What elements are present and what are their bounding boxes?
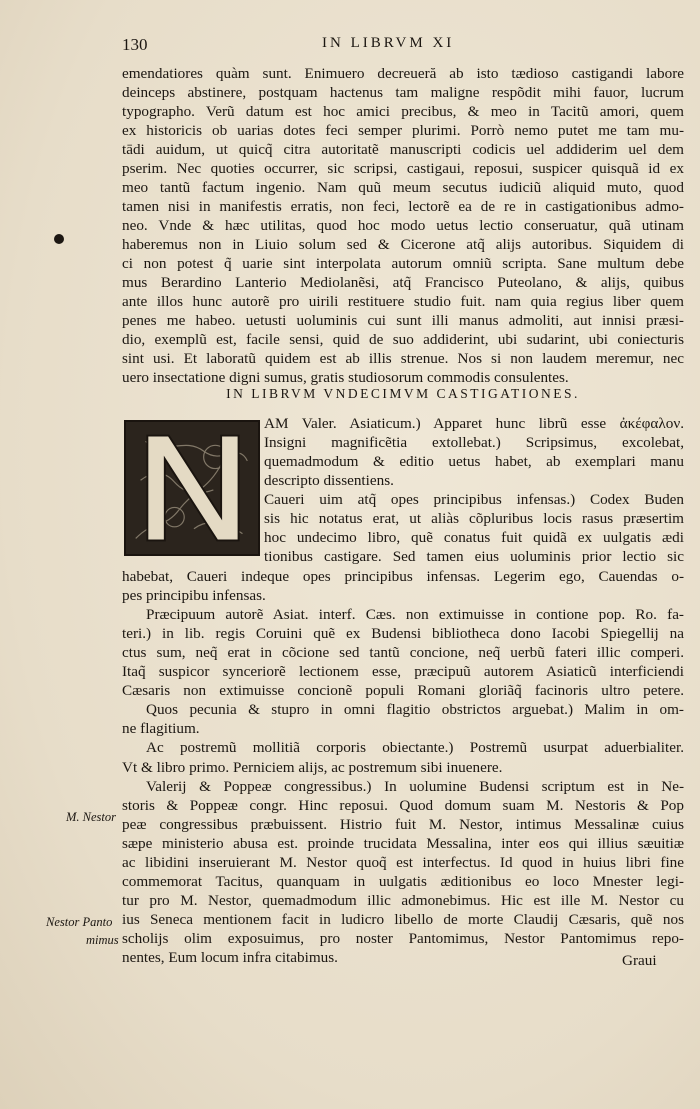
- text-line: meo tantũ factum ingenio. Nam quũ meum secutus iudiciũ aliquid muto, quod: [122, 179, 684, 196]
- text-line: mus Berardino Lanterio Mediolanẽsi, atq̃ Francisco Puteolano, & alijs, quibus: [122, 274, 684, 291]
- text-line: ci non potest q̃ uarie sint interpolata autorum omniũ scripta. Sane multum debe: [122, 255, 684, 272]
- text-line: deinceps abstinere, postquam hactenus tam maligne respõdit mihi fauor, lucrum: [122, 84, 684, 101]
- text-line: scholijs olim exposuimus, pro noster Pantomimus, Nestor Pantomimus repo-: [122, 929, 684, 947]
- running-head: [122, 35, 682, 55]
- text-line: Quos pecunia & stupro in omni flagitio obstrictos arguebat.) Malim in om-: [146, 701, 684, 719]
- text-line: typographo. Verũ datum est hoc amici precibus, & meo in Tacitũ amori, quem: [122, 103, 684, 120]
- text-line: sis hic notatus erat, ut aliàs cõpluribus locis rasus præsertim: [264, 510, 684, 527]
- text-line: sint usi. Et laboratũ quidem est ab illis strenue. Nos si non laudem meremur, nec: [122, 350, 684, 367]
- woodcut-initial-icon: [126, 422, 258, 554]
- running-title: IN LIBRVM XI: [322, 35, 455, 51]
- margin-ink-mark: [54, 234, 64, 244]
- text-line: neo. Vnde & hæc utilitas, quod hoc modo uetus lectio conseruatur, quã utinam: [122, 217, 684, 234]
- text-line: pserim. Nec quoties occurrer, sic scripsi, castigaui, reposui, suspicer quisquã id ex: [122, 160, 684, 177]
- text-line: quemadmodum & editio uetus habet, ab exemplari manu: [264, 453, 684, 470]
- text-line: nentes, Eum locum infra citabimus.: [122, 949, 338, 966]
- marginal-note-nestor: M. Nestor: [66, 810, 116, 824]
- text-line: dio, exemplũ est, facile sensi, quid de suo addiderint, ubi sudarint, ubi coniecturis: [122, 331, 684, 348]
- text-line: haberemus non in Liuio solum sed & Cicerone atq̃ alijs autoribus. Siquidem di: [122, 236, 684, 253]
- text-line: hoc undecimo libro, quẽ conatus fuit quidã ex uulgatis ædi: [264, 529, 684, 546]
- text-line: penes me habeo. uetusti uoluminis cui sunt illi manus admoliti, aut innisi præsi-: [122, 312, 684, 329]
- text-line: storis & Poppeæ congr. Hinc reposui. Quod domum suam M. Nestoris & Pop: [122, 796, 684, 814]
- text-line: habebat, Caueri indeque opes principibus infensas. Legerim ego, Cauendas o-: [122, 568, 684, 585]
- text-line: teri.) in lib. regis Coruini quẽ ex Budensi bibliotheca dono Iacobi Spiegellij na: [122, 625, 684, 643]
- decorated-initial: [124, 420, 260, 556]
- text-line: tādi auidum, ut quicq̃ citra autoritatẽ manuscripti codicis uel addiderim uel dem: [122, 141, 684, 158]
- text-line: descripto dissentiens.: [264, 472, 394, 489]
- text-line: Caueri uim atq̃ opes principibus infensas.) Codex Buden: [264, 491, 684, 508]
- text-line: ne flagitium.: [122, 720, 200, 738]
- text-line: peæ congressibus præbuissent. Histrio fuit M. Nestor, intimus Messalinæ cuius: [122, 815, 684, 833]
- marginal-note-pantomimus-1: Nestor Panto: [46, 915, 113, 929]
- text-line: emendatiores quàm sunt. Enimuero decreueră ab isto tædioso castigandi labore: [122, 65, 684, 82]
- marginal-note-pantomimus-2: mimus: [86, 933, 119, 947]
- text-line: ac libidini inseruierant M. Nestor quoq̃ est interfectus. Id quod in huius libri fine: [122, 853, 684, 871]
- text-line: AM Valer. Asiaticum.) Apparet hunc librũ esse ἀκέφαλον.: [264, 415, 684, 432]
- text-line: commemorat Tacitus, quanquam in uulgatis æditionibus eo loco Mnester legi-: [122, 872, 684, 890]
- text-line: tionibus castigare. Sed tamen eius uoluminis prior lectio sic: [264, 548, 684, 565]
- text-line: Insigni magnificẽtia extollebat.) Scripsimus, excolebat,: [264, 434, 684, 451]
- text-line: Ac postremũ mollitiã corporis obiectante.) Postremũ usurpat aduerbialiter.: [146, 739, 684, 757]
- text-line: uero insectatione digni sumus, gratis studiosorum commodis consulentes.: [122, 369, 569, 386]
- text-line: tur pro M. Nestor, quemadmodum illic admonebimus. Hic est ille M. Nestor cu: [122, 891, 684, 909]
- text-line: Præcipuum autorẽ Asiat. interf. Cæs. non extimuisse in contione pop. Ro. fa-: [146, 606, 684, 624]
- text-line: Vt & libro primo. Perniciem alijs, ac postremum sibi inuenere.: [122, 758, 503, 776]
- text-line: ctus sum, neq̃ erat in cõcione sed tantũ concione, neq̃ uerbũ fateri illic comperi.: [122, 644, 684, 662]
- text-line: Itaq̃ suspicor synceriorẽ lectionem esse, præcipuũ autorem Asiaticũ interficiendi: [122, 663, 684, 681]
- text-line: tamen nisi in manifestis erratis, non feci, lectorẽ ea de re in castigationibus admo-: [122, 198, 684, 215]
- page-number: 130: [122, 35, 148, 54]
- text-line: ius Seneca mentionem facit in ludicro libello de morte Claudij Cæsaris, quẽ nos: [122, 910, 684, 928]
- text-line: pes principibu infensas.: [122, 587, 266, 605]
- text-line: ex historicis ob uarias dotes feci semper plurimi. Porrò nemo putet me tam mu-: [122, 122, 684, 139]
- section-heading: IN LIBRVM VNDECIMVM CASTIGATIONES.: [226, 386, 580, 401]
- text-line: ante illos hunc autorẽ pro uirili restituere studio fuit. nam quia regius liber quem: [122, 293, 684, 310]
- catchword: Graui: [622, 952, 657, 969]
- text-line: sæpe ministerio abusa est. proinde trucidata Messalina, inter eos qui illius sæuitiæ: [122, 834, 684, 852]
- text-line: Cæsaris non extimuisse concionẽ populi Romani gloriãq̃ facinoris ultro petere.: [122, 682, 684, 700]
- text-line: Valerij & Poppeæ congressibus.) In uolumine Budensi scriptum est in Ne-: [146, 777, 684, 795]
